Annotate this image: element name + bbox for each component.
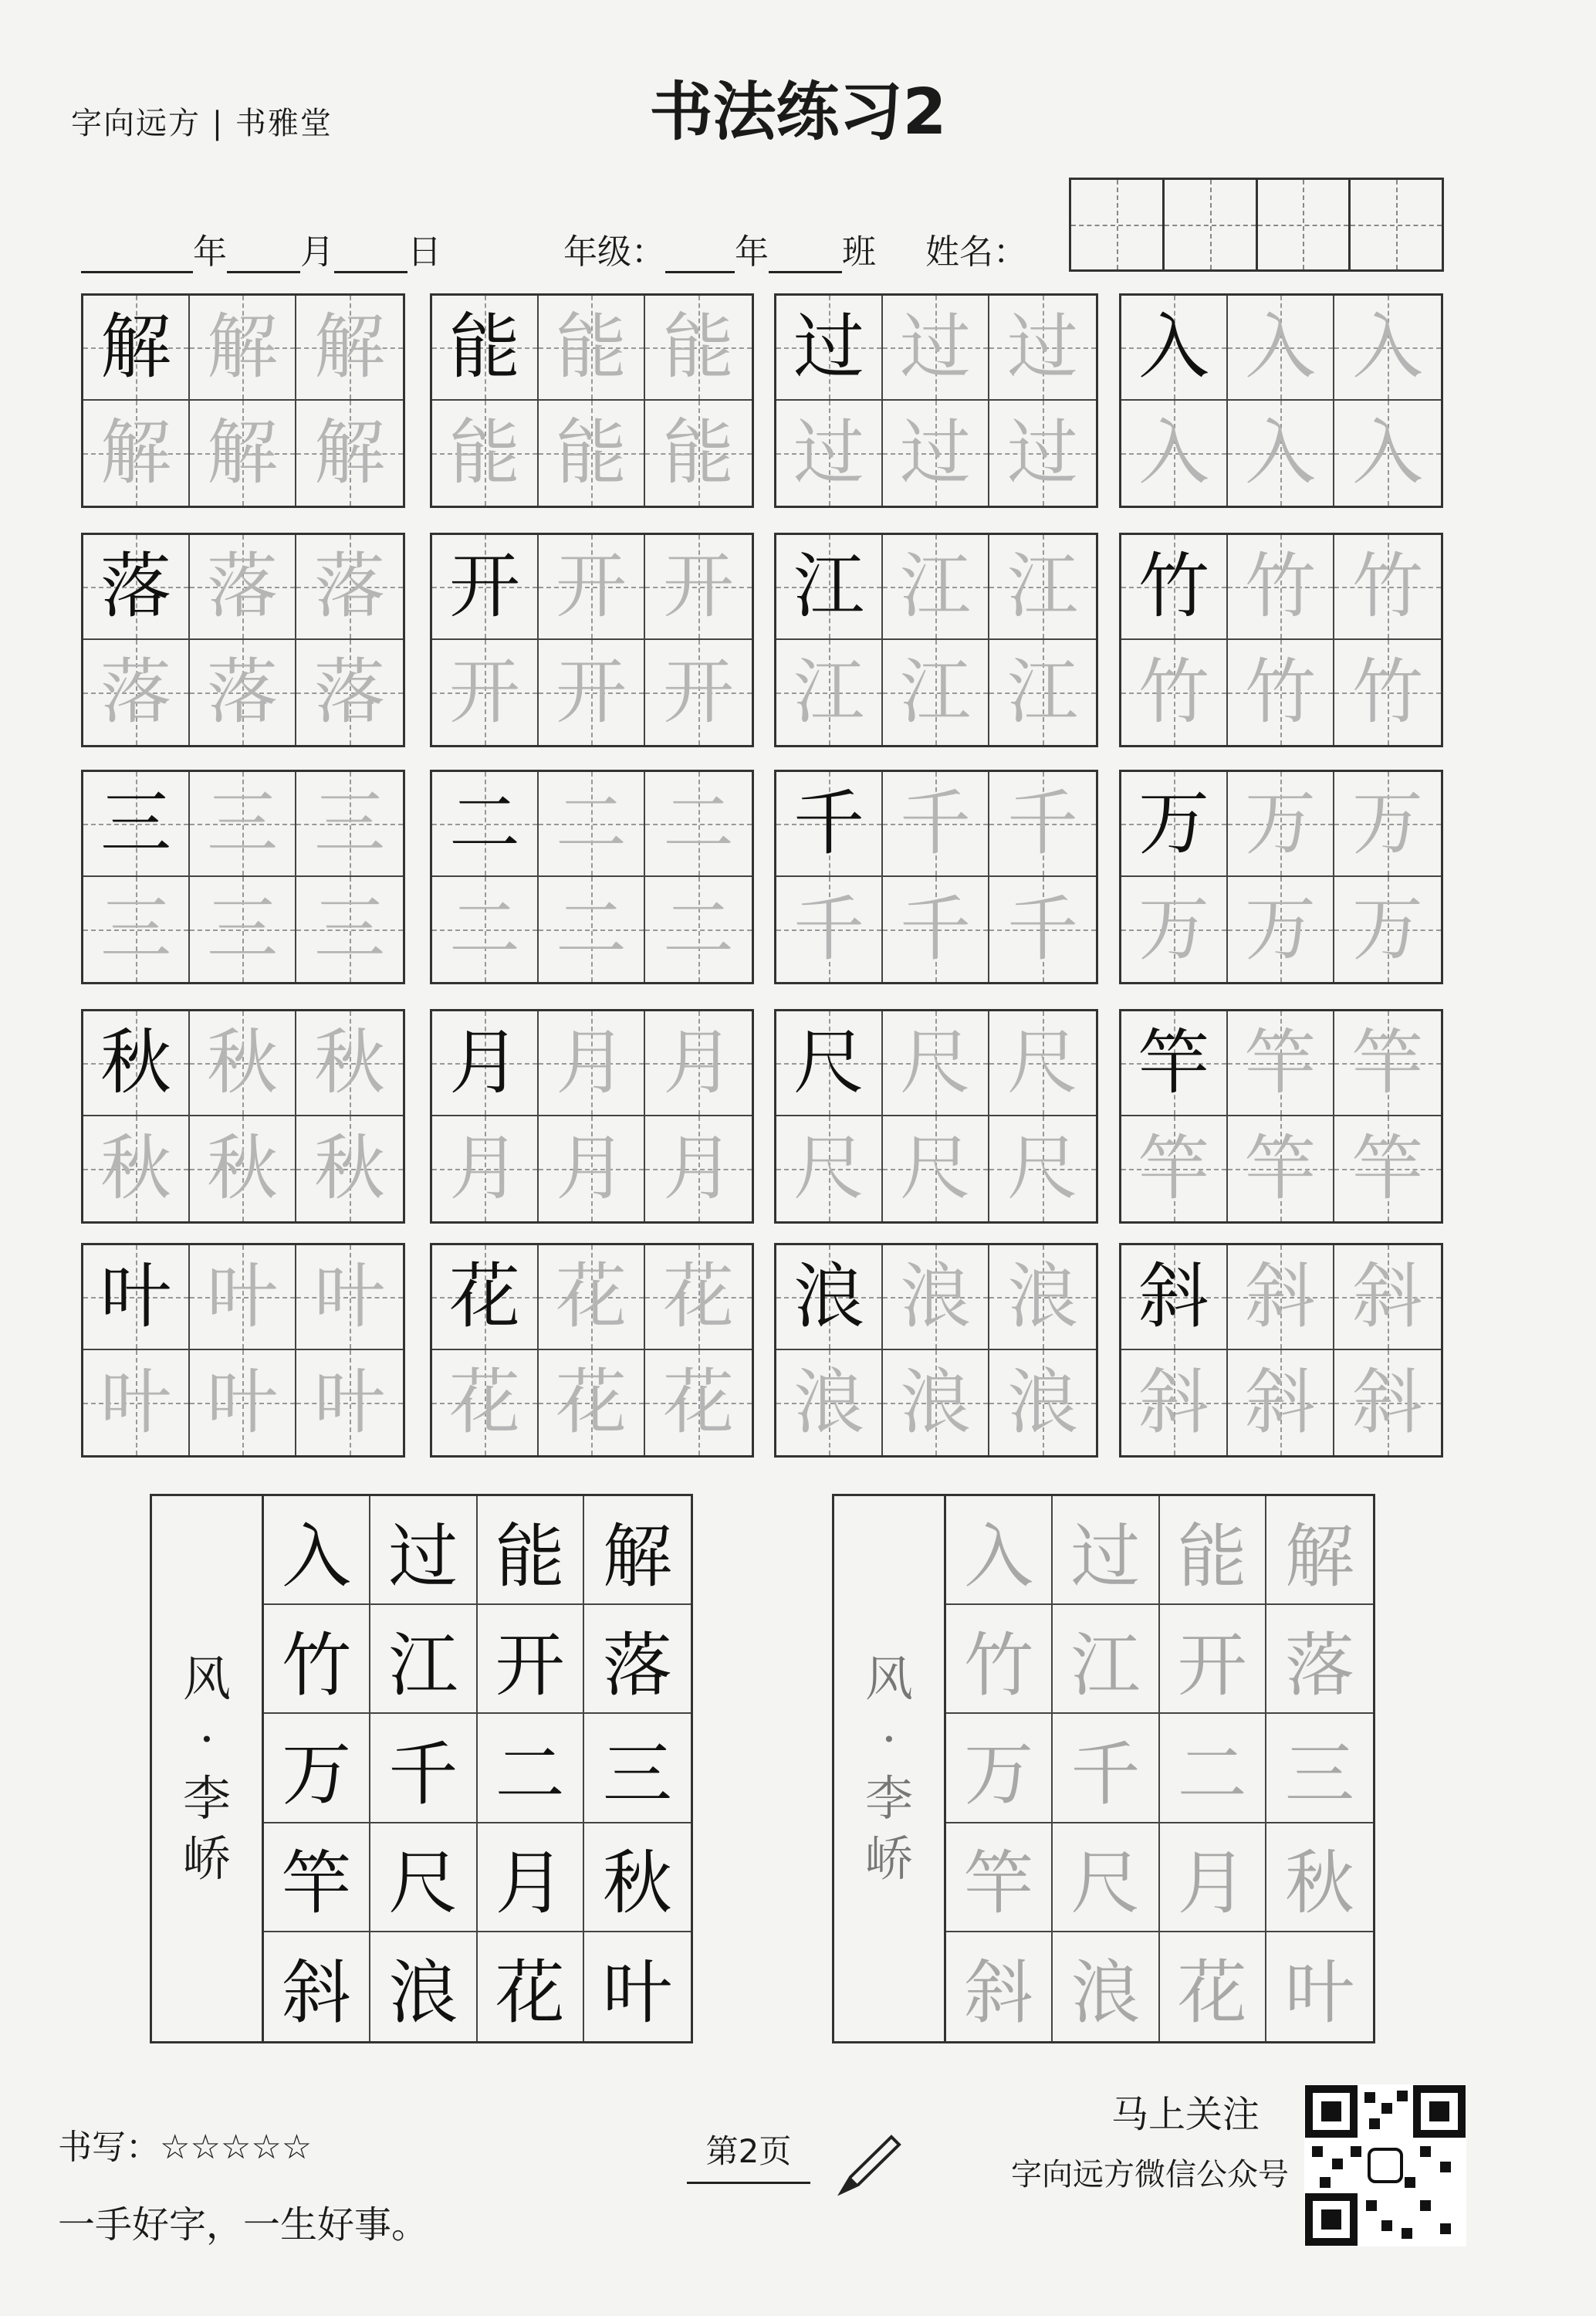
poem-character-cell: 入 xyxy=(264,1496,370,1605)
trace-character-cell[interactable]: 竹 xyxy=(1121,640,1228,745)
trace-character-cell[interactable]: 过 xyxy=(989,296,1096,401)
trace-character-cell[interactable]: 能 xyxy=(432,401,539,506)
poem-character-cell[interactable]: 秋 xyxy=(1266,1823,1373,1932)
trace-character-cell[interactable]: 二 xyxy=(645,772,752,877)
trace-character-cell[interactable]: 竿 xyxy=(1334,1116,1441,1221)
poem-character-cell: 万 xyxy=(264,1714,370,1823)
poem-character-cell: 开 xyxy=(478,1605,584,1714)
month-blank[interactable] xyxy=(227,243,300,273)
poem-character-cell: 三 xyxy=(584,1714,691,1823)
name-writing-box[interactable] xyxy=(1069,178,1444,272)
trace-character-cell[interactable]: 二 xyxy=(432,877,539,982)
trace-character-cell[interactable]: 花 xyxy=(539,1350,645,1455)
poem-character-cell: 解 xyxy=(584,1496,691,1605)
model-character-cell: 三 xyxy=(83,772,190,877)
model-character-cell: 万 xyxy=(1121,772,1228,877)
poem-tracing-grid xyxy=(832,1494,1375,2043)
trace-character-cell[interactable]: 能 xyxy=(645,401,752,506)
trace-character-cell[interactable]: 过 xyxy=(989,401,1096,506)
separator-dot: · xyxy=(199,1710,215,1767)
poem-character-cell: 浪 xyxy=(370,1932,477,2041)
model-character-cell: 浪 xyxy=(776,1245,883,1350)
trace-character-cell[interactable]: 解 xyxy=(296,296,403,401)
poem-character-cell[interactable]: 解 xyxy=(1266,1496,1373,1605)
trace-character-cell[interactable]: 尺 xyxy=(989,1116,1096,1221)
trace-character-cell[interactable]: 过 xyxy=(776,401,883,506)
model-character-cell: 开 xyxy=(432,535,539,640)
trace-character-cell[interactable]: 三 xyxy=(296,772,403,877)
trace-character-cell[interactable]: 江 xyxy=(989,535,1096,640)
trace-character-cell[interactable]: 叶 xyxy=(296,1245,403,1350)
poem-author: 峤 xyxy=(864,1830,913,1887)
poem-character-cell[interactable]: 二 xyxy=(1160,1714,1266,1823)
model-character-cell: 二 xyxy=(432,772,539,877)
trace-character-cell[interactable]: 开 xyxy=(539,640,645,745)
poem-character-cell[interactable]: 能 xyxy=(1160,1496,1266,1605)
poem-character-cell[interactable]: 浪 xyxy=(1053,1932,1159,2041)
month-label: 月 xyxy=(300,232,334,272)
grade-line xyxy=(563,224,1027,273)
year-blank[interactable] xyxy=(81,243,193,273)
name-label: 姓名： xyxy=(925,232,1027,272)
practice-block xyxy=(1119,533,1443,747)
separator-dot: · xyxy=(881,1710,897,1767)
qr-code-icon[interactable] xyxy=(1304,2084,1466,2247)
trace-character-cell[interactable]: 叶 xyxy=(190,1245,296,1350)
trace-character-cell[interactable]: 千 xyxy=(883,877,989,982)
trace-character-cell[interactable]: 落 xyxy=(190,535,296,640)
poem-character-cell[interactable]: 入 xyxy=(946,1496,1053,1605)
poem-character-cell[interactable]: 月 xyxy=(1160,1823,1266,1932)
trace-character-cell[interactable]: 入 xyxy=(1334,296,1441,401)
follow-label: 马上关注 xyxy=(1111,2093,1260,2136)
trace-character-cell[interactable]: 尺 xyxy=(776,1116,883,1221)
trace-character-cell[interactable]: 三 xyxy=(83,877,190,982)
trace-character-cell[interactable]: 万 xyxy=(1228,772,1334,877)
practice-block xyxy=(774,770,1098,984)
trace-character-cell[interactable]: 叶 xyxy=(190,1350,296,1455)
poem-author: 李 xyxy=(864,1770,913,1827)
practice-block xyxy=(1119,1009,1443,1224)
trace-character-cell[interactable]: 入 xyxy=(1228,296,1334,401)
trace-character-cell[interactable]: 叶 xyxy=(296,1350,403,1455)
trace-character-cell[interactable]: 斜 xyxy=(1334,1245,1441,1350)
trace-character-cell[interactable]: 竹 xyxy=(1334,640,1441,745)
model-character-cell: 花 xyxy=(432,1245,539,1350)
trace-character-cell[interactable]: 万 xyxy=(1334,772,1441,877)
trace-character-cell[interactable]: 入 xyxy=(1121,401,1228,506)
poem-character-cell: 月 xyxy=(478,1823,584,1932)
poem-character-cell: 落 xyxy=(584,1605,691,1714)
page-title: 书法练习2 xyxy=(649,76,947,149)
trace-character-cell[interactable]: 千 xyxy=(776,877,883,982)
model-character-cell: 解 xyxy=(83,296,190,401)
practice-block xyxy=(774,1243,1098,1458)
trace-character-cell[interactable]: 竿 xyxy=(1228,1011,1334,1116)
poem-character-cell[interactable]: 花 xyxy=(1160,1932,1266,2041)
practice-block xyxy=(1119,1243,1443,1458)
poem-character-cell: 叶 xyxy=(602,1952,672,2034)
trace-character-cell[interactable]: 竿 xyxy=(1334,1011,1441,1116)
model-character-cell: 落 xyxy=(83,535,190,640)
trace-character-cell[interactable]: 解 xyxy=(83,401,190,506)
poem-character-cell: 尺 xyxy=(370,1823,477,1932)
trace-character-cell[interactable]: 花 xyxy=(645,1245,752,1350)
trace-character-cell[interactable]: 能 xyxy=(539,401,645,506)
trace-character-cell[interactable]: 尺 xyxy=(883,1116,989,1221)
poem-author: 李 xyxy=(182,1770,231,1827)
model-character-cell: 月 xyxy=(432,1011,539,1116)
model-character-cell: 竹 xyxy=(1121,535,1228,640)
poem-character-cell: 二 xyxy=(478,1714,584,1823)
trace-character-cell[interactable]: 解 xyxy=(190,296,296,401)
trace-character-cell[interactable]: 万 xyxy=(1334,877,1441,982)
practice-block xyxy=(1119,293,1443,508)
trace-character-cell[interactable]: 花 xyxy=(432,1350,539,1455)
practice-block xyxy=(774,533,1098,747)
pen-icon xyxy=(834,2131,903,2200)
trace-character-cell[interactable]: 江 xyxy=(883,535,989,640)
model-character-cell: 尺 xyxy=(776,1011,883,1116)
poem-character-cell: 过 xyxy=(370,1496,477,1605)
poem-author: 峤 xyxy=(182,1830,231,1887)
day-label: 日 xyxy=(407,232,441,272)
model-character-cell: 能 xyxy=(432,296,539,401)
trace-character-cell[interactable]: 二 xyxy=(645,877,752,982)
trace-character-cell[interactable]: 解 xyxy=(296,401,403,506)
trace-character-cell[interactable]: 过 xyxy=(883,401,989,506)
trace-character-cell[interactable]: 三 xyxy=(190,772,296,877)
trace-character-cell[interactable]: 千 xyxy=(989,877,1096,982)
trace-character-cell[interactable]: 竹 xyxy=(1228,640,1334,745)
model-character-cell: 秋 xyxy=(83,1011,190,1116)
year-label: 年 xyxy=(193,232,227,272)
trace-character-cell[interactable]: 月 xyxy=(539,1116,645,1221)
poem-title: 风 xyxy=(864,1651,913,1707)
trace-character-cell[interactable]: 千 xyxy=(883,772,989,877)
grade-year-label: 年 xyxy=(735,232,769,272)
class-blank[interactable] xyxy=(769,243,842,273)
class-label: 班 xyxy=(842,232,876,272)
trace-character-cell[interactable]: 竿 xyxy=(1228,1116,1334,1221)
trace-character-cell[interactable]: 过 xyxy=(883,296,989,401)
practice-block xyxy=(81,1243,405,1458)
page-number: 第2页 xyxy=(687,2126,810,2184)
poem-character-cell[interactable]: 开 xyxy=(1160,1605,1266,1714)
trace-character-cell[interactable]: 开 xyxy=(645,535,752,640)
poem-character-cell[interactable]: 江 xyxy=(1053,1605,1159,1714)
date-line xyxy=(81,224,441,273)
poem-character-cell: 竿 xyxy=(264,1823,370,1932)
trace-character-cell[interactable]: 万 xyxy=(1228,877,1334,982)
trace-character-cell[interactable]: 开 xyxy=(645,640,752,745)
poem-character-cell: 花 xyxy=(478,1932,584,2041)
writing-rating: 书写：☆☆☆☆☆ xyxy=(58,2128,313,2167)
poem-character-cell: 秋 xyxy=(584,1823,691,1932)
poem-character-cell[interactable]: 竹 xyxy=(946,1605,1053,1714)
model-character-cell: 千 xyxy=(776,772,883,877)
trace-character-cell[interactable]: 江 xyxy=(776,640,883,745)
trace-character-cell[interactable]: 江 xyxy=(883,640,989,745)
trace-character-cell[interactable]: 秋 xyxy=(296,1116,403,1221)
practice-block xyxy=(430,1243,754,1458)
practice-block xyxy=(430,1009,754,1224)
model-character-cell: 入 xyxy=(1121,296,1228,401)
trace-character-cell[interactable]: 花 xyxy=(539,1245,645,1350)
trace-character-cell[interactable]: 斜 xyxy=(1334,1350,1441,1455)
trace-character-cell[interactable]: 月 xyxy=(645,1011,752,1116)
poem-character-cell[interactable]: 斜 xyxy=(946,1932,1053,2041)
account-label: 字向远方微信公众号 xyxy=(1011,2157,1289,2192)
trace-character-cell[interactable]: 浪 xyxy=(989,1350,1096,1455)
trace-character-cell[interactable]: 尺 xyxy=(989,1011,1096,1116)
trace-character-cell[interactable]: 二 xyxy=(539,877,645,982)
trace-character-cell[interactable]: 入 xyxy=(1334,401,1441,506)
trace-character-cell[interactable]: 落 xyxy=(296,535,403,640)
practice-block xyxy=(81,533,405,747)
trace-character-cell[interactable]: 竿 xyxy=(1121,1116,1228,1221)
practice-block xyxy=(1119,770,1443,984)
poem-character-cell[interactable]: 三 xyxy=(1266,1714,1373,1823)
model-character-cell: 竿 xyxy=(1121,1011,1228,1116)
trace-character-cell[interactable]: 千 xyxy=(989,772,1096,877)
poem-author-column xyxy=(152,1496,264,2041)
poem-character-cell[interactable]: 过 xyxy=(1053,1496,1159,1605)
poem-character-cell[interactable]: 万 xyxy=(946,1714,1053,1823)
trace-character-cell[interactable]: 花 xyxy=(645,1350,752,1455)
poem-character-cell: 千 xyxy=(370,1714,477,1823)
practice-block xyxy=(774,1009,1098,1224)
trace-character-cell[interactable]: 落 xyxy=(83,640,190,745)
trace-character-cell[interactable]: 斜 xyxy=(1228,1245,1334,1350)
poem-character-cell[interactable]: 叶 xyxy=(1284,1952,1354,2034)
trace-character-cell[interactable]: 落 xyxy=(296,640,403,745)
trace-character-cell[interactable]: 能 xyxy=(645,296,752,401)
brand-logo: 字向远方 | 书雅堂 xyxy=(71,106,333,141)
practice-block xyxy=(430,533,754,747)
grade-label: 年级： xyxy=(563,232,665,272)
trace-character-cell[interactable]: 秋 xyxy=(190,1116,296,1221)
practice-block xyxy=(430,770,754,984)
trace-character-cell[interactable]: 浪 xyxy=(989,1245,1096,1350)
model-character-cell: 过 xyxy=(776,296,883,401)
motto: 一手好字，一生好事。 xyxy=(58,2203,429,2247)
model-character-cell: 叶 xyxy=(83,1245,190,1350)
poem-author-column xyxy=(834,1496,946,2041)
practice-block xyxy=(430,293,754,508)
trace-character-cell[interactable]: 开 xyxy=(432,640,539,745)
trace-character-cell[interactable]: 秋 xyxy=(190,1011,296,1116)
trace-character-cell[interactable]: 落 xyxy=(190,640,296,745)
practice-block xyxy=(774,293,1098,508)
poem-character-cell[interactable]: 落 xyxy=(1266,1605,1373,1714)
practice-block xyxy=(81,1009,405,1224)
poem-character-cell: 江 xyxy=(370,1605,477,1714)
trace-character-cell[interactable]: 开 xyxy=(539,535,645,640)
trace-character-cell[interactable]: 万 xyxy=(1121,877,1228,982)
trace-character-cell[interactable]: 江 xyxy=(989,640,1096,745)
trace-character-cell[interactable]: 斜 xyxy=(1121,1350,1228,1455)
trace-character-cell[interactable]: 秋 xyxy=(83,1116,190,1221)
poem-character-cell[interactable]: 千 xyxy=(1053,1714,1159,1823)
trace-character-cell[interactable]: 三 xyxy=(296,877,403,982)
day-blank[interactable] xyxy=(334,243,407,273)
trace-character-cell[interactable]: 月 xyxy=(645,1116,752,1221)
practice-block xyxy=(81,293,405,508)
poem-reference-grid xyxy=(150,1494,693,2043)
trace-character-cell[interactable]: 浪 xyxy=(883,1245,989,1350)
trace-character-cell[interactable]: 浪 xyxy=(776,1350,883,1455)
trace-character-cell[interactable]: 尺 xyxy=(883,1011,989,1116)
trace-character-cell[interactable]: 浪 xyxy=(883,1350,989,1455)
practice-block xyxy=(81,770,405,984)
poem-character-cell[interactable]: 竿 xyxy=(946,1823,1053,1932)
model-character-cell: 江 xyxy=(776,535,883,640)
trace-character-cell[interactable]: 竹 xyxy=(1228,535,1334,640)
model-character-cell: 斜 xyxy=(1121,1245,1228,1350)
trace-character-cell[interactable]: 二 xyxy=(539,772,645,877)
grade-year-blank[interactable] xyxy=(665,243,735,273)
trace-character-cell[interactable]: 叶 xyxy=(83,1350,190,1455)
trace-character-cell[interactable]: 三 xyxy=(190,877,296,982)
poem-character-cell: 能 xyxy=(478,1496,584,1605)
trace-character-cell[interactable]: 竹 xyxy=(1334,535,1441,640)
trace-character-cell[interactable]: 秋 xyxy=(296,1011,403,1116)
trace-character-cell[interactable]: 解 xyxy=(190,401,296,506)
poem-character-cell: 斜 xyxy=(264,1932,370,2041)
trace-character-cell[interactable]: 月 xyxy=(432,1116,539,1221)
trace-character-cell[interactable]: 斜 xyxy=(1228,1350,1334,1455)
poem-character-cell[interactable]: 尺 xyxy=(1053,1823,1159,1932)
trace-character-cell[interactable]: 能 xyxy=(539,296,645,401)
poem-character-cell: 竹 xyxy=(264,1605,370,1714)
trace-character-cell[interactable]: 月 xyxy=(539,1011,645,1116)
poem-title: 风 xyxy=(182,1651,231,1707)
trace-character-cell[interactable]: 入 xyxy=(1228,401,1334,506)
